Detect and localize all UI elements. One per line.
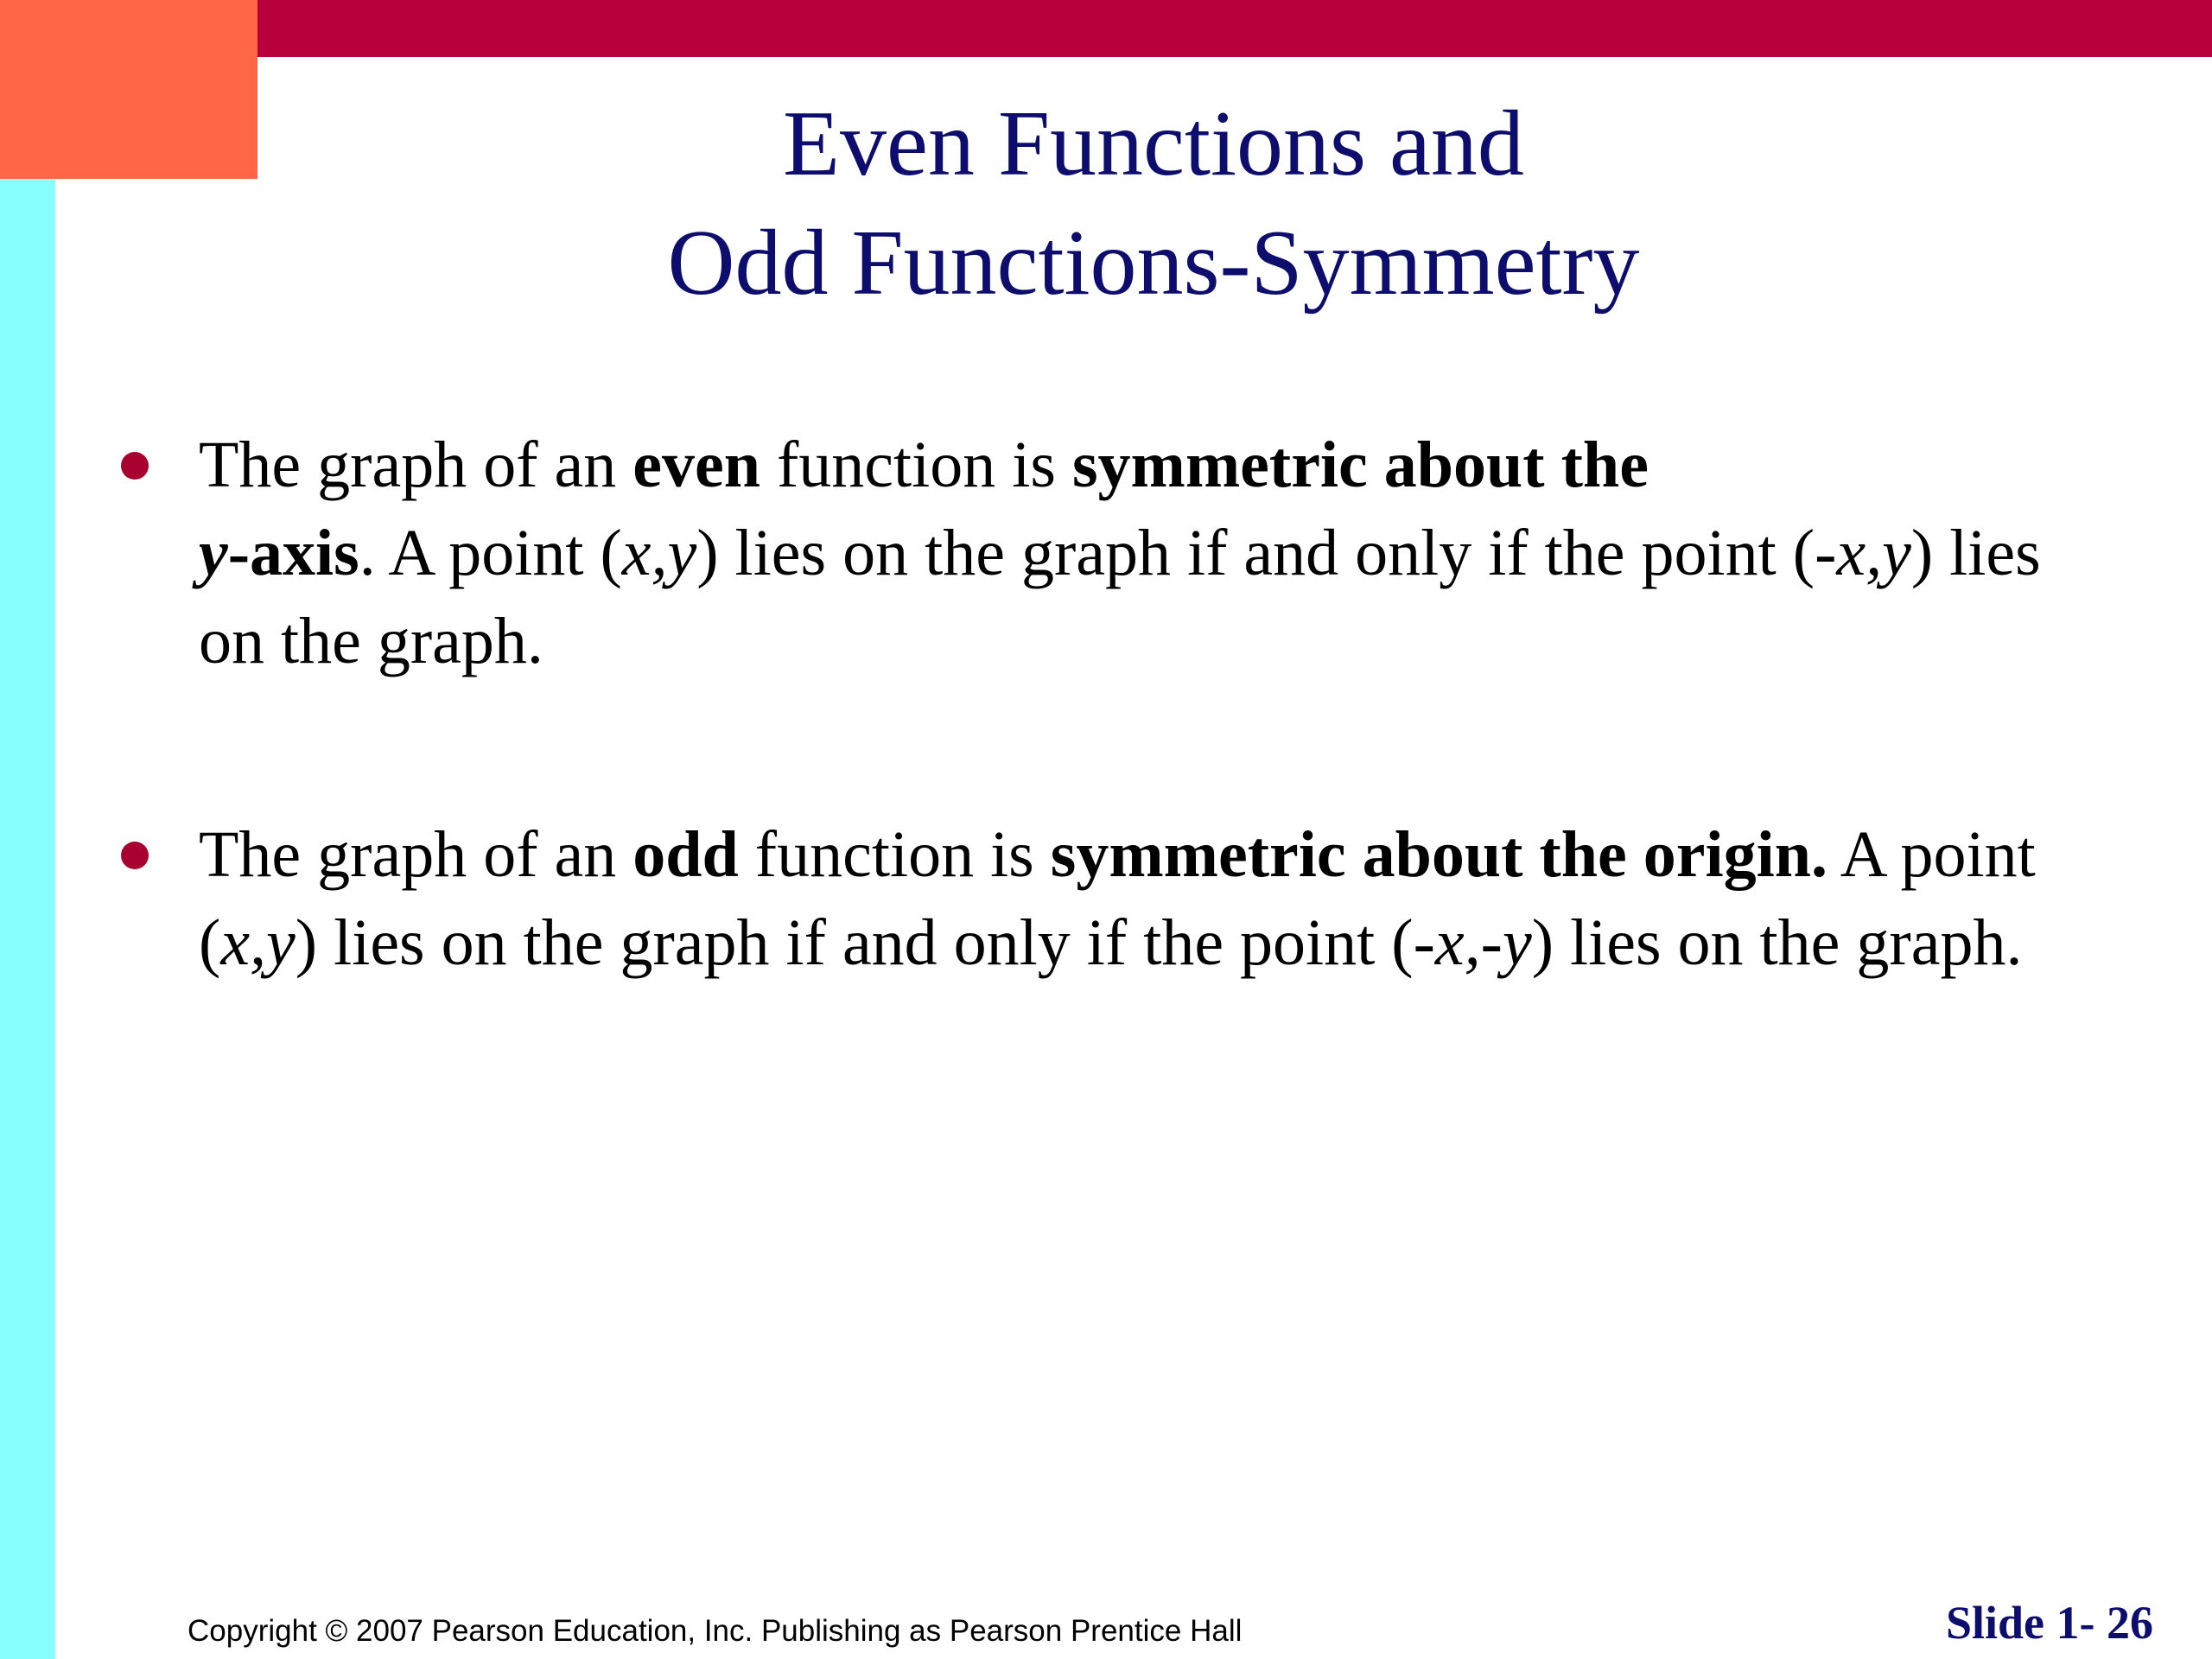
- corner-accent-block: [0, 0, 257, 179]
- slide-number: Slide 1- 26: [1945, 1597, 2153, 1649]
- slide-title: [259, 85, 2048, 323]
- title-line-1: Even Functions and: [783, 92, 1524, 195]
- bullet-text: The graph of an odd function is symmetric about the origin. A point (x,y) lies on the graph if and only if the point (-x,-y) lies on the graph.: [199, 818, 2036, 979]
- bullet-dot-icon: [121, 452, 149, 480]
- bullet-text: The graph of an even function is symmetric about the y-axis. A point (x,y) lies on the graph if and only if the point (-x,y) lies on the graph.: [199, 429, 2041, 677]
- title-line-2: Odd Functions-Symmetry: [667, 212, 1640, 315]
- top-accent-bar: [0, 0, 2212, 57]
- copyright-notice: Copyright © 2007 Pearson Education, Inc. Publishing as Pearson Prentice Hall: [188, 1614, 1243, 1648]
- left-accent-stripe: [0, 179, 55, 1659]
- bullet-dot-icon: [121, 842, 149, 869]
